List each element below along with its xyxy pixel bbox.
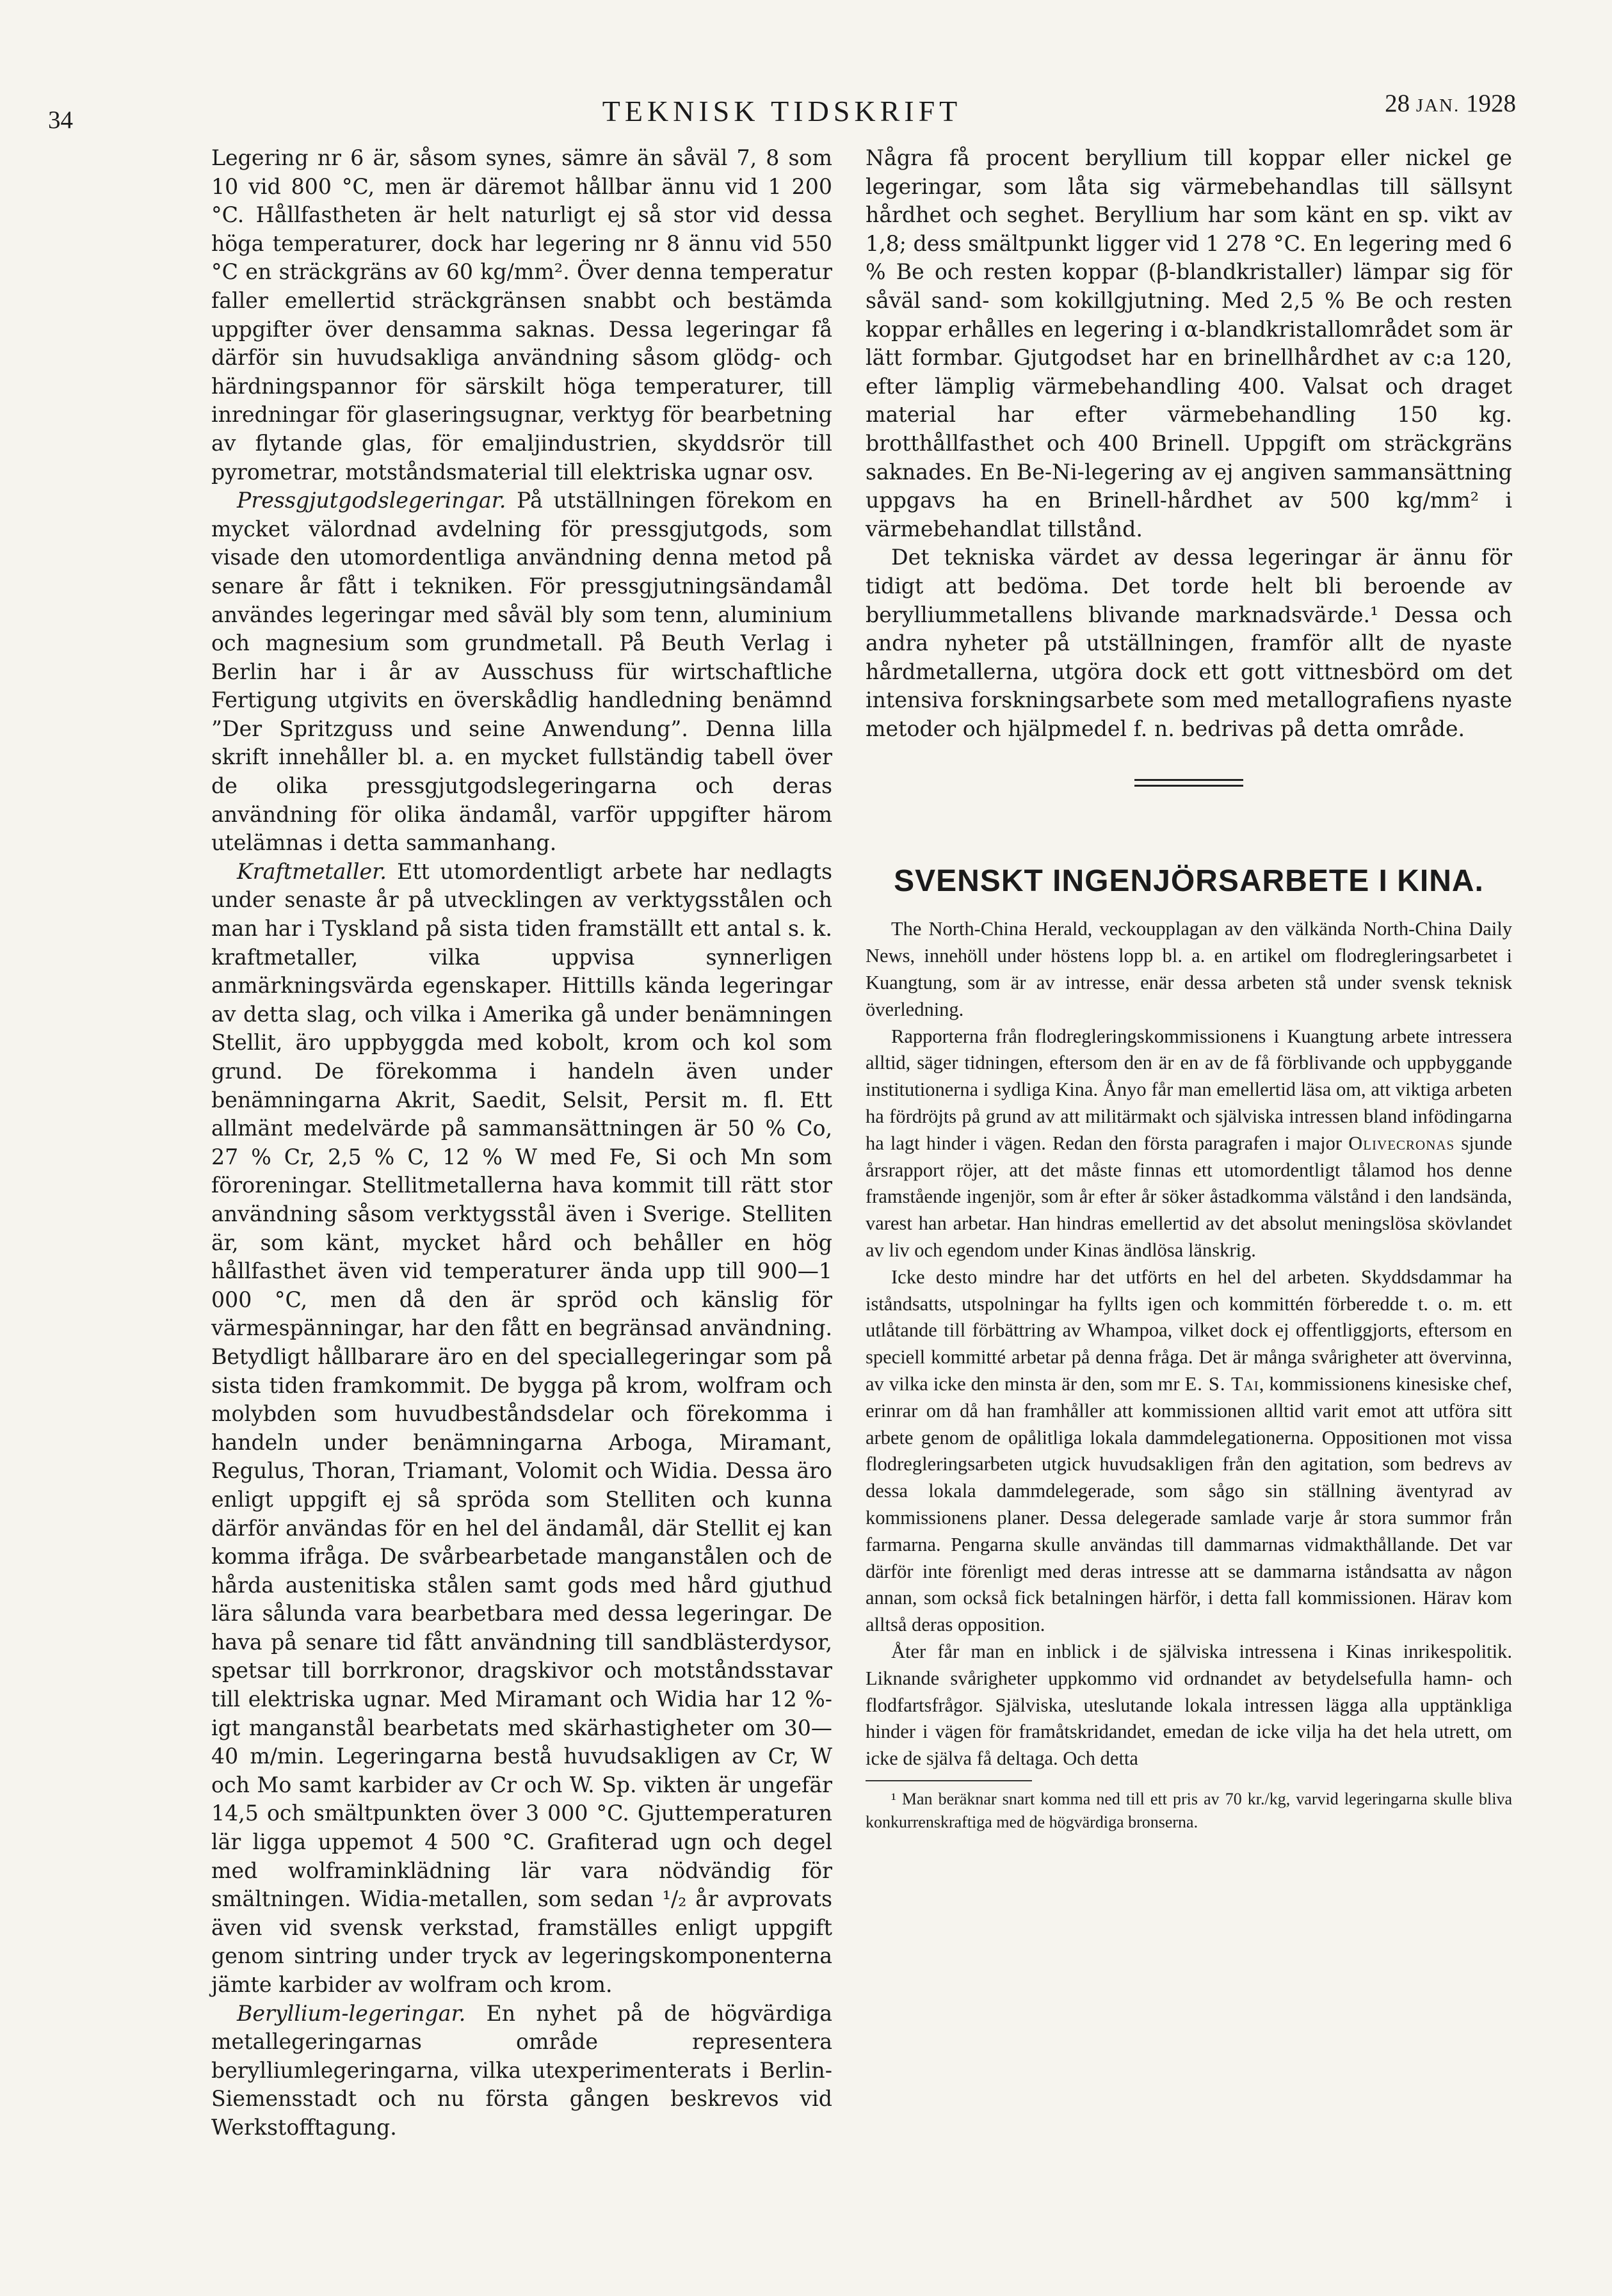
person-name-olivecrona: Olivecronas [1348,1132,1455,1154]
left-column [211,144,832,2142]
paragraph-die-casting [211,486,832,858]
section-divider [1134,779,1243,787]
journal-title: TEKNISK TIDSKRIFT [602,95,962,127]
section-lead-die-casting: Pressgjutgodslegeringar. [237,488,506,513]
person-name-tai: E. S. Tai [1184,1373,1259,1395]
article-paragraph-2 [866,1024,1512,1264]
paragraph-hard-metals-body: Ett utomordentligt arbete har nedlagts under senaste år på utvecklingen av verktygsstålen och man har i Tyskland på sista tiden framställt ett antal s. k. kraftmetaller, vilka uppvisa synnerligen anmärkningsvärda egenskaper. Hittills kända legeringar av detta slag, och vilka i Amerika gå under benämningen Stellit, äro uppbyggda med kobolt, krom och kol som grund. De förekomma i handeln även under benämningarna Akrit, Saedit, Selsit, Persit m. fl. Ett allmänt medelvärde på sammansättningen är 50 % Co, 27 % Cr, 2,5 % C, 12 % W med Fe, Si och Mn som föroreningar. Stellitmetallerna hava kommit till rätt stor användning såsom verktygsstål även i Sverige. Stelliten är, som känt, mycket hård och behåller en hög hållfasthet även vid temperaturer ända upp till 900—1 000 °C, men då den är spröd och känslig för värmespänningar, har den fått en begränsad användning. Betydligt hållbarare äro en del speciallegeringar som på sista tiden framkommit. De bygga på krom, wolfram och molybden som huvudbeståndsdelar och förekomma i handeln under benämningarna Arboga, Miramant, Regulus, Thoran, Triamant, Volomit och Widia. Dessa äro enligt uppgift ej så spröda som Stelliten och kunna därför användas för en hel del ändamål, där Stellit ej kan komma ifråga. De svårbearbetade manganstålen och de hårda austenitiska stålen samt gods med hård gjuthud lära sålunda vara bearbetbara med dessa legeringar. De hava på senare tid fått användning till sandblästerdysor, spetsar till borrkronor, dragskivor och motståndsstavar till elektriska ugnar. Med Miramant och Widia har 12 %-igt manganstål bearbetats med skärhastigheter om 30—40 m/min. Legeringarna bestå huvudsakligen av Cr, W och Mo samt karbider av Cr och W. Sp. vikten är ungefär 14,5 och smältpunkten över 3 000 °C. Gjuttemperaturen lär ligga uppemot 4 500 °C. Grafiterad ugn och degel med wolframinklädning lär vara nödvändig för smältningen. Widia-metallen, som sedan ¹/₂ år avprovats även vid svensk verkstad, framställes enligt uppgift genom sintring under tryck av legeringskomponenterna jämte karbider av wolfram och krom. [211,858,832,1997]
paragraph-hard-metals [211,858,832,2000]
section-lead-hard-metals: Kraftmetaller. [237,858,387,884]
page-number: 34 [48,106,73,134]
paragraph-die-casting-body: På utställningen förekom en mycket välordnad avdelning för pressgjutgods, som visade den utomordentliga användning denna metod på senare år fått i tekniken. För pressgjutningsändamål användes legeringar med såväl bly som tenn, aluminium och magnesium som grundmetall. På Beuth Verlag i Berlin har i år av Ausschuss für wirtschaftliche Fertigung utgivits en överskådlig handledning benämnd ”Der Spritzguss und seine Anwendung”. Denna lilla skrift innehåller bl. a. en mycket fullständig tabell över de olika pressgjutgodslegeringarna och deras användning för olika ändamål, varför uppgifter härom utelämnas i detta sammanhang. [211,488,832,856]
section-lead-beryllium: Beryllium-legeringar. [237,2000,466,2026]
issue-date [1385,89,1516,118]
paragraph-beryllium-properties: Några få procent beryllium till koppar eller nickel ge legeringar, som låta sig värmebehandlas till sällsynt hårdhet och seghet. Beryllium har som känt en sp. vikt av 1,8; dess smältpunkt ligger vid 1 278 °C. En legering med 6 % Be och resten koppar (β-blandkristaller) lämpar sig för såväl sand- som kokillgjutning. Med 2,5 % Be och resten koppar erhålles en legering i α-blandkristallområdet som är lätt formbar. Gjutgodset har en brinellhårdhet av c:a 120, efter lämplig värmebehandling 400. Valsat och draget material har efter värmebehandling 150 kg. brotthållfasthet och 400 Brinell. Uppgift om sträckgräns saknades. En Be-Ni-legering av ej angiven sammansättning uppgavs ha en Brinell-hårdhet av 500 kg/mm² i värmebehandlat tillstånd. [866,145,1512,542]
article-heading: SVENSKT INGENJÖRSARBETE I KINA. [894,864,1484,899]
paragraph-beryllium-intro-body: En nyhet på de högvärdiga metallegeringarnas område representera berylliumlegeringarna, vilka utexperimenterats i Berlin-Siemensstadt och nu första gången beskrevos vid Werkstofftagung. [211,2000,832,2140]
article-paragraph-3-b: , kommissionens kinesiske chef, erinrar om då han framhåller att kommissionen alltid varit emot att utföra sitt arbete genom de opålitliga lokala dammdelegationerna. Oppositionen mot vissa flodregleringsarbeten utgick huvudsakligen från den agitation, som bedrevs av dessa lokala dammdelegerade, som sågo sin ställning äventyrad av kommissionens planer. Dessa delegerade samlade varje år stora summor från farmarna. Pengarna skulle användas till dammarnas vidmakthållande. Det var därför inte förenligt med deras intresse att se dammarna iståndsatta av någon annan, som också fick betalningen härför, i detta fall kommissionen. Härav kom alltså deras opposition. [866,1373,1512,1636]
article-paragraph-4: Åter får man en inblick i de själviska intressena i Kinas inrikespolitik. Liknande svårigheter uppkommo vid ordnandet av betydelsefulla hamn- och flodfartsfrågor. Själviska, uteslutande lokala intressen lägga alla upptänkliga hinder i vägen för framåtskridandet, emedan de icke vilja ha det hela utrett, om icke de själva få deltaga. Och detta [866,1640,1512,1770]
right-column [866,144,1512,1834]
issue-date-day: 28 [1385,90,1410,117]
article-paragraph-3-a: Icke desto mindre har det utförts en hel del arbeten. Skyddsdammar ha iståndsatts, utspolningar ha fyllts igen och kommittén förberedde t. o. m. ett utlåtande till förbättring av Whampoa, vilket dock ej offentliggjorts, eftersom en speciell kommitté arbetar på denna fråga. Det är många svårigheter att övervinna, av vilka icke den minsta är den, som mr [866,1265,1512,1395]
footnote-divider [866,1780,1032,1781]
footnote: ¹ Man beräknar snart komma ned till ett pris av 70 kr./kg, varvid legeringarna skulle bliva konkurrenskraftiga med de högvärdiga bronserna. [866,1789,1512,1831]
running-header [48,86,1516,138]
paragraph-nickel-alloys: Legering nr 6 är, såsom synes, sämre än såväl 7, 8 som 10 vid 800 °C, men är däremot hållbar ännu vid 1 200 °C. Hållfastheten är helt naturligt ej så stor vid dessa höga temperaturer, dock har legering nr 8 ännu vid 550 °C en sträckgräns av 60 kg/mm². Över denna temperatur faller emellertid sträckgränsen snabbt och bestämda uppgifter över densamma saknas. Dessa legeringar få därför sin huvudsakliga användning såsom glödg- och härdningspannor för särskilt höga temperaturer, till inredningar för glaseringsugnar, verktyg för bearbetning av flytande glas, för emaljindustrien, skyddsrör till pyrometrar, motståndsmaterial till elektriska ugnar osv. [211,145,832,485]
issue-date-month: JAN. [1415,95,1460,116]
issue-date-year: 1928 [1466,90,1516,117]
paragraph-technical-value: Det tekniska värdet av dessa legeringar är ännu för tidigt att bedöma. Det torde helt bli beroende av berylliummetallens blivande marknadsvärde.¹ Dessa och andra nyheter på utställningen, framför allt de nyaste hårdmetallerna, utgöra dock ett gott vittnesbörd om det intensiva forskningsarbete som med metallografiens nyaste metoder och hjälpmedel f. n. bedrivas på detta område. [866,545,1512,741]
article-paragraph-3 [866,1264,1512,1639]
article-paragraph-1: The North-China Herald, veckoupplagan av den välkända North-China Daily News, innehöll under höstens lopp bl. a. en artikel om flodregleringsarbetet i Kuangtung, som är av intresse, enär dessa arbeten stå under svensk teknisk överledning. [866,918,1512,1020]
article-paragraph-2-a: Rapporterna från flodregleringskommissionens i Kuangtung arbete intressera alltid, säger tidningen, eftersom den är en av de få förblivande och uppbyggande institutionerna i sydliga Kina. Ånyo får man emellertid läsa om, att viktiga arbeten ha fördröjts på grund av att militärmakt och själviska intressen bland infödingarna ha lagt hinder i vägen. Redan den första paragrafen i major [866,1025,1512,1154]
paragraph-beryllium-intro [211,2000,832,2142]
article-body [866,916,1512,1772]
article-paragraph-2-b: sjunde årsrapport röjer, att det måste finnas ett utomordentligt tålamod hos denne framstående ingenjör, som år efter år söker åstadkomma välstånd i den landsända, varest han arbetar. Han hindras emellertid av det absolut meningslösa skövlandet av liv och egendom under Kinas ändlösa länskrig. [866,1132,1512,1262]
